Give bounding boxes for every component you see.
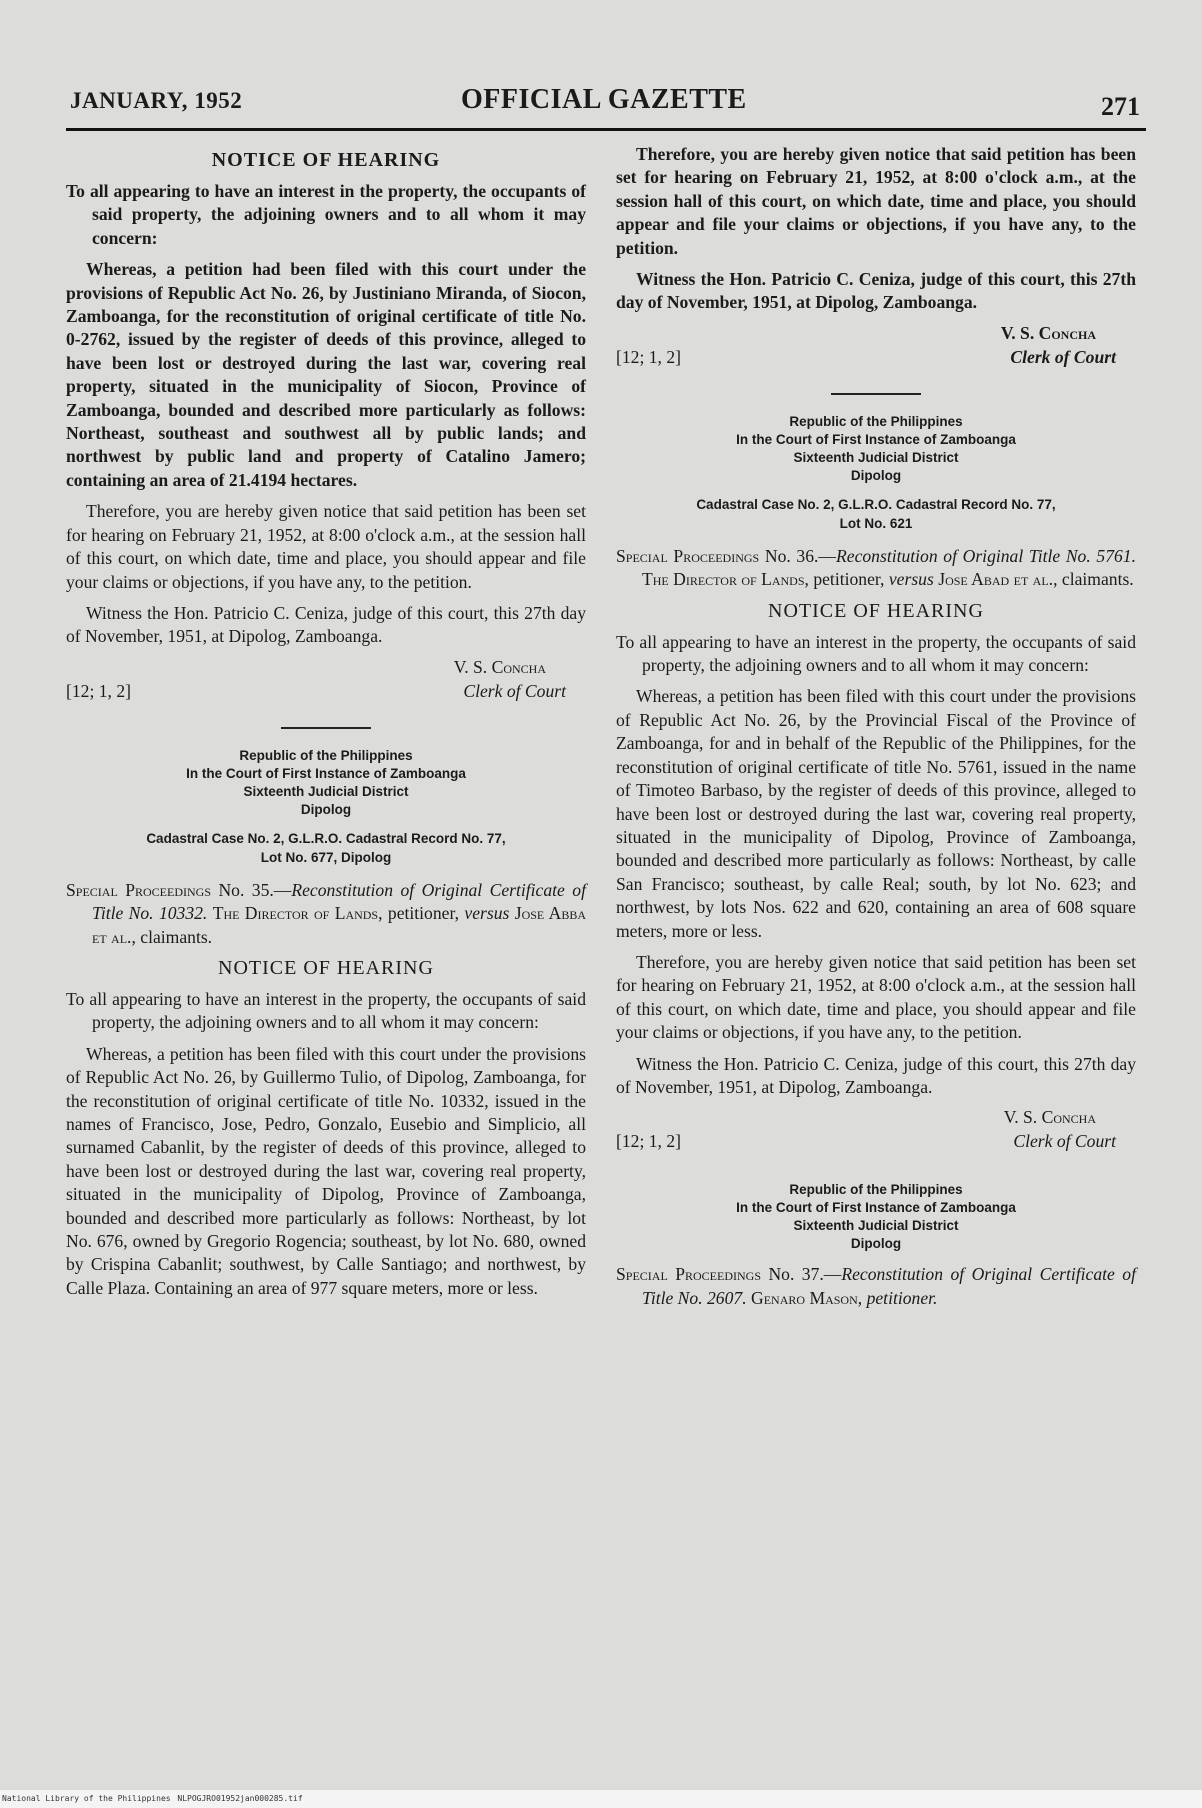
section-divider [831,393,921,395]
notice-paragraph: Therefore, you are hereby given notice that said petition has been set for hearing on February 21, 1952, at 8:00 o'clock a.m., at the session hall of this court, on which date, time and place, you should appear and file your claims or objections, if you have any, to the petition. [66,501,586,592]
cadastral-line: Cadastral Case No. 2, G.L.R.O. Cadastral Record No. 77, [146,830,506,846]
notice-1 [66,149,586,492]
sp-title: Reconstitution of Original Certificate of Title No. 10332. [92,879,586,924]
footer-library: National Library of the Philippines [2,1794,171,1803]
court-line: Sixteenth Judicial District [793,1218,959,1234]
notice-paragraph: Whereas, a petition has been filed with this court under the provisions of Republic Act No. 26, by the Provincial Fiscal of the Province of Zamboanga, for and in behalf of the Republic of the Philippines, for the reconstitution of original certificate of title No. 5761, issued in the name of Timoteo Barbaso, by the register of deeds of this province, alleged to have been lost or destroyed during the last war, covering real property, situated in the municipality of Dipolog, Province of Zamboanga, bounded and described more particularly as follows: Northeast, by calle San Francisco; southeast, by calle Real; south, by lot No. 623; and northwest, by lots Nos. 622 and 620, containing an area of 608 square meters, more or less. [616,686,1136,941]
notice-paragraph: Whereas, a petition has been filed with this court under the provisions of Republic Act No. 26, by Guillermo Tulio, of Dipolog, Zamboanga, for the reconstitution of original certificate of title No. 10332, issued in the names of Francisco, Jose, Pedro, Gonzalo, Eusebio and Simplicio, all surnamed Cabanlit, by the register of deeds of this province, alleged to have been lost or destroyed during the last war, covering real property, situated in the municipality of Dipolog, Province of Zamboanga, bounded and described more particularly as follows: Northeast, by lot No. 676, owned by Gregorio Rogencia; southeast, by lot No. 680, owned by Crispina Cabanlit; southwest, by Calle Santiago; and northwest, by Calle Plaza. Containing an area of 977 square meters, more or less. [66,1043,586,1298]
cadastral-line: Cadastral Case No. 2, G.L.R.O. Cadastral Record No. 77, [696,496,1056,512]
sp-title: Reconstitution of Original Title No. 5761. [836,545,1136,566]
cadastral-case [66,829,586,867]
petitioner-label: petitioner. [866,1287,938,1308]
sp-number: No. 36.— [764,545,837,566]
notice-paragraph: Therefore, you are hereby given notice that said petition has been set for hearing on February 21, 1952, at 8:00 o'clock a.m., at the session hall of this court, on which date, time and place, you should appear and file your claims or objections, if you have any, to the petition. [616,144,1136,258]
petitioner-label: petitioner, [813,569,885,590]
signer-title: Clerk of Court [1010,346,1116,367]
special-proceedings [66,879,586,949]
court-line: Dipolog [300,801,352,817]
signer-title: Clerk of Court [1013,1131,1116,1152]
notice-paragraph: Witness the Hon. Patricio C. Ceniza, judge of this court, this 27th day of November, 1951, at Dipolog, Zamboanga. [66,602,586,647]
docket-number: [12; 1, 2] [66,680,131,701]
notice-addressee: To all appearing to have an interest in the property, the occupants of said property, the adjoining owners and to all whom it may concern: [66,181,586,248]
court-line: Republic of the Philippines [239,747,413,763]
court-heading [616,1181,1136,1253]
court-line: In the Court of First Instance of Zamboanga [736,1200,1016,1216]
page-number: 271 [1101,92,1140,121]
header-title: OFFICIAL GAZETTE [461,84,747,115]
notice-title: NOTICE OF HEARING [211,149,441,171]
party-a: Genaro Mason, [751,1287,863,1308]
cadastral-case [616,495,1136,533]
court-heading [66,747,586,819]
lot-line: Lot No. 621 [839,515,913,531]
court-line: Dipolog [850,467,902,483]
signature-block [616,323,1136,379]
sp-label: Special Proceedings [616,1264,762,1285]
claimants-label: claimants. [1061,569,1134,590]
signer-name: V. S. Concha [453,656,546,677]
columns [66,143,1146,1318]
footer-file: NLPOGJRO01952jan000285.tif [177,1794,303,1803]
court-line: Republic of the Philippines [789,413,963,429]
notice-continuation [616,143,1136,379]
court-line: In the Court of First Instance of Zamboanga [186,765,466,781]
signer-name: V. S. Concha [1003,1107,1096,1128]
signer-name: V. S. Concha [1000,322,1096,343]
party-a: The Director of Lands, [212,903,383,924]
signer-title: Clerk of Court [463,680,566,701]
special-proceedings [616,1263,1136,1310]
petitioner-label: petitioner, [387,903,460,924]
court-line: In the Court of First Instance of Zamboanga [736,431,1016,447]
versus-label: versus [888,569,934,590]
special-proceedings [616,545,1136,592]
notice-paragraph: Witness the Hon. Patricio C. Ceniza, judge of this court, this 27th day of November, 1951, at Dipolog, Zamboanga. [616,269,1136,313]
lot-line: Lot No. 677, Dipolog [260,849,392,865]
notice-addressee: To all appearing to have an interest in the property, the occupants of said property, the adjoining owners and to all whom it may concern: [616,631,1136,676]
court-line: Dipolog [850,1236,902,1252]
sp-label: Special Proceedings [616,545,760,566]
notice-title: NOTICE OF HEARING [218,956,434,979]
signature-block [66,657,586,713]
signature-block [616,1107,1136,1163]
versus-label: versus [464,903,510,924]
sp-number: No. 37.— [768,1264,842,1285]
claimants-label: claimants. [140,926,213,947]
docket-number: [12; 1, 2] [616,346,681,367]
court-line: Sixteenth Judicial District [793,449,959,465]
party-a: The Director of Lands, [642,569,809,590]
docket-number: [12; 1, 2] [616,1131,681,1152]
header-date: JANUARY, 1952 [70,88,243,113]
page-header [66,78,1146,131]
sp-number: No. 35.— [218,879,292,900]
notice-title: NOTICE OF HEARING [768,599,984,622]
court-line: Republic of the Philippines [789,1182,963,1198]
party-b: Jose Abba et al., [92,903,587,947]
court-heading [616,413,1136,485]
court-line: Sixteenth Judicial District [243,783,409,799]
right-column [616,143,1136,1318]
left-column [66,143,586,1318]
notice-paragraph: Witness the Hon. Patricio C. Ceniza, judge of this court, this 27th day of November, 1951, at Dipolog, Zamboanga. [616,1053,1136,1097]
notice-paragraph: Whereas, a petition had been filed with this court under the provisions of Republic Act No. 26, by Justiniano Miranda, of Siocon, Zamboanga, for the reconstitution of original certificate of title No. 0-2762, issued by the register of deeds of this province, alleged to have been lost or destroyed during the last war, covering real property, situated in the municipality of Siocon, Province of Zamboanga, bounded and described more particularly as follows: Northeast, southeast and southwest all by public lands; and northwest by public land and property of Catalino Jamero; containing an area of 21.4194 hectares. [66,259,586,490]
notice-paragraph: Therefore, you are hereby given notice that said petition has been set for hearing on February 21, 1952, at 8:00 o'clock a.m., at the session hall of this court, on which date, time and place, you should appear and file your claims or objections, if you have any, to the petition. [616,951,1136,1043]
sp-label: Special Proceedings [66,879,212,900]
section-divider [281,727,371,729]
notice-addressee: To all appearing to have an interest in the property, the occupants of said property, the adjoining owners and to all whom it may concern: [66,988,586,1033]
party-b: Jose Abad et al., [938,569,1058,590]
sp-title: Reconstitution of Original Certificate of Title No. 2607. [642,1264,1136,1308]
scan-footer [0,1790,1202,1808]
